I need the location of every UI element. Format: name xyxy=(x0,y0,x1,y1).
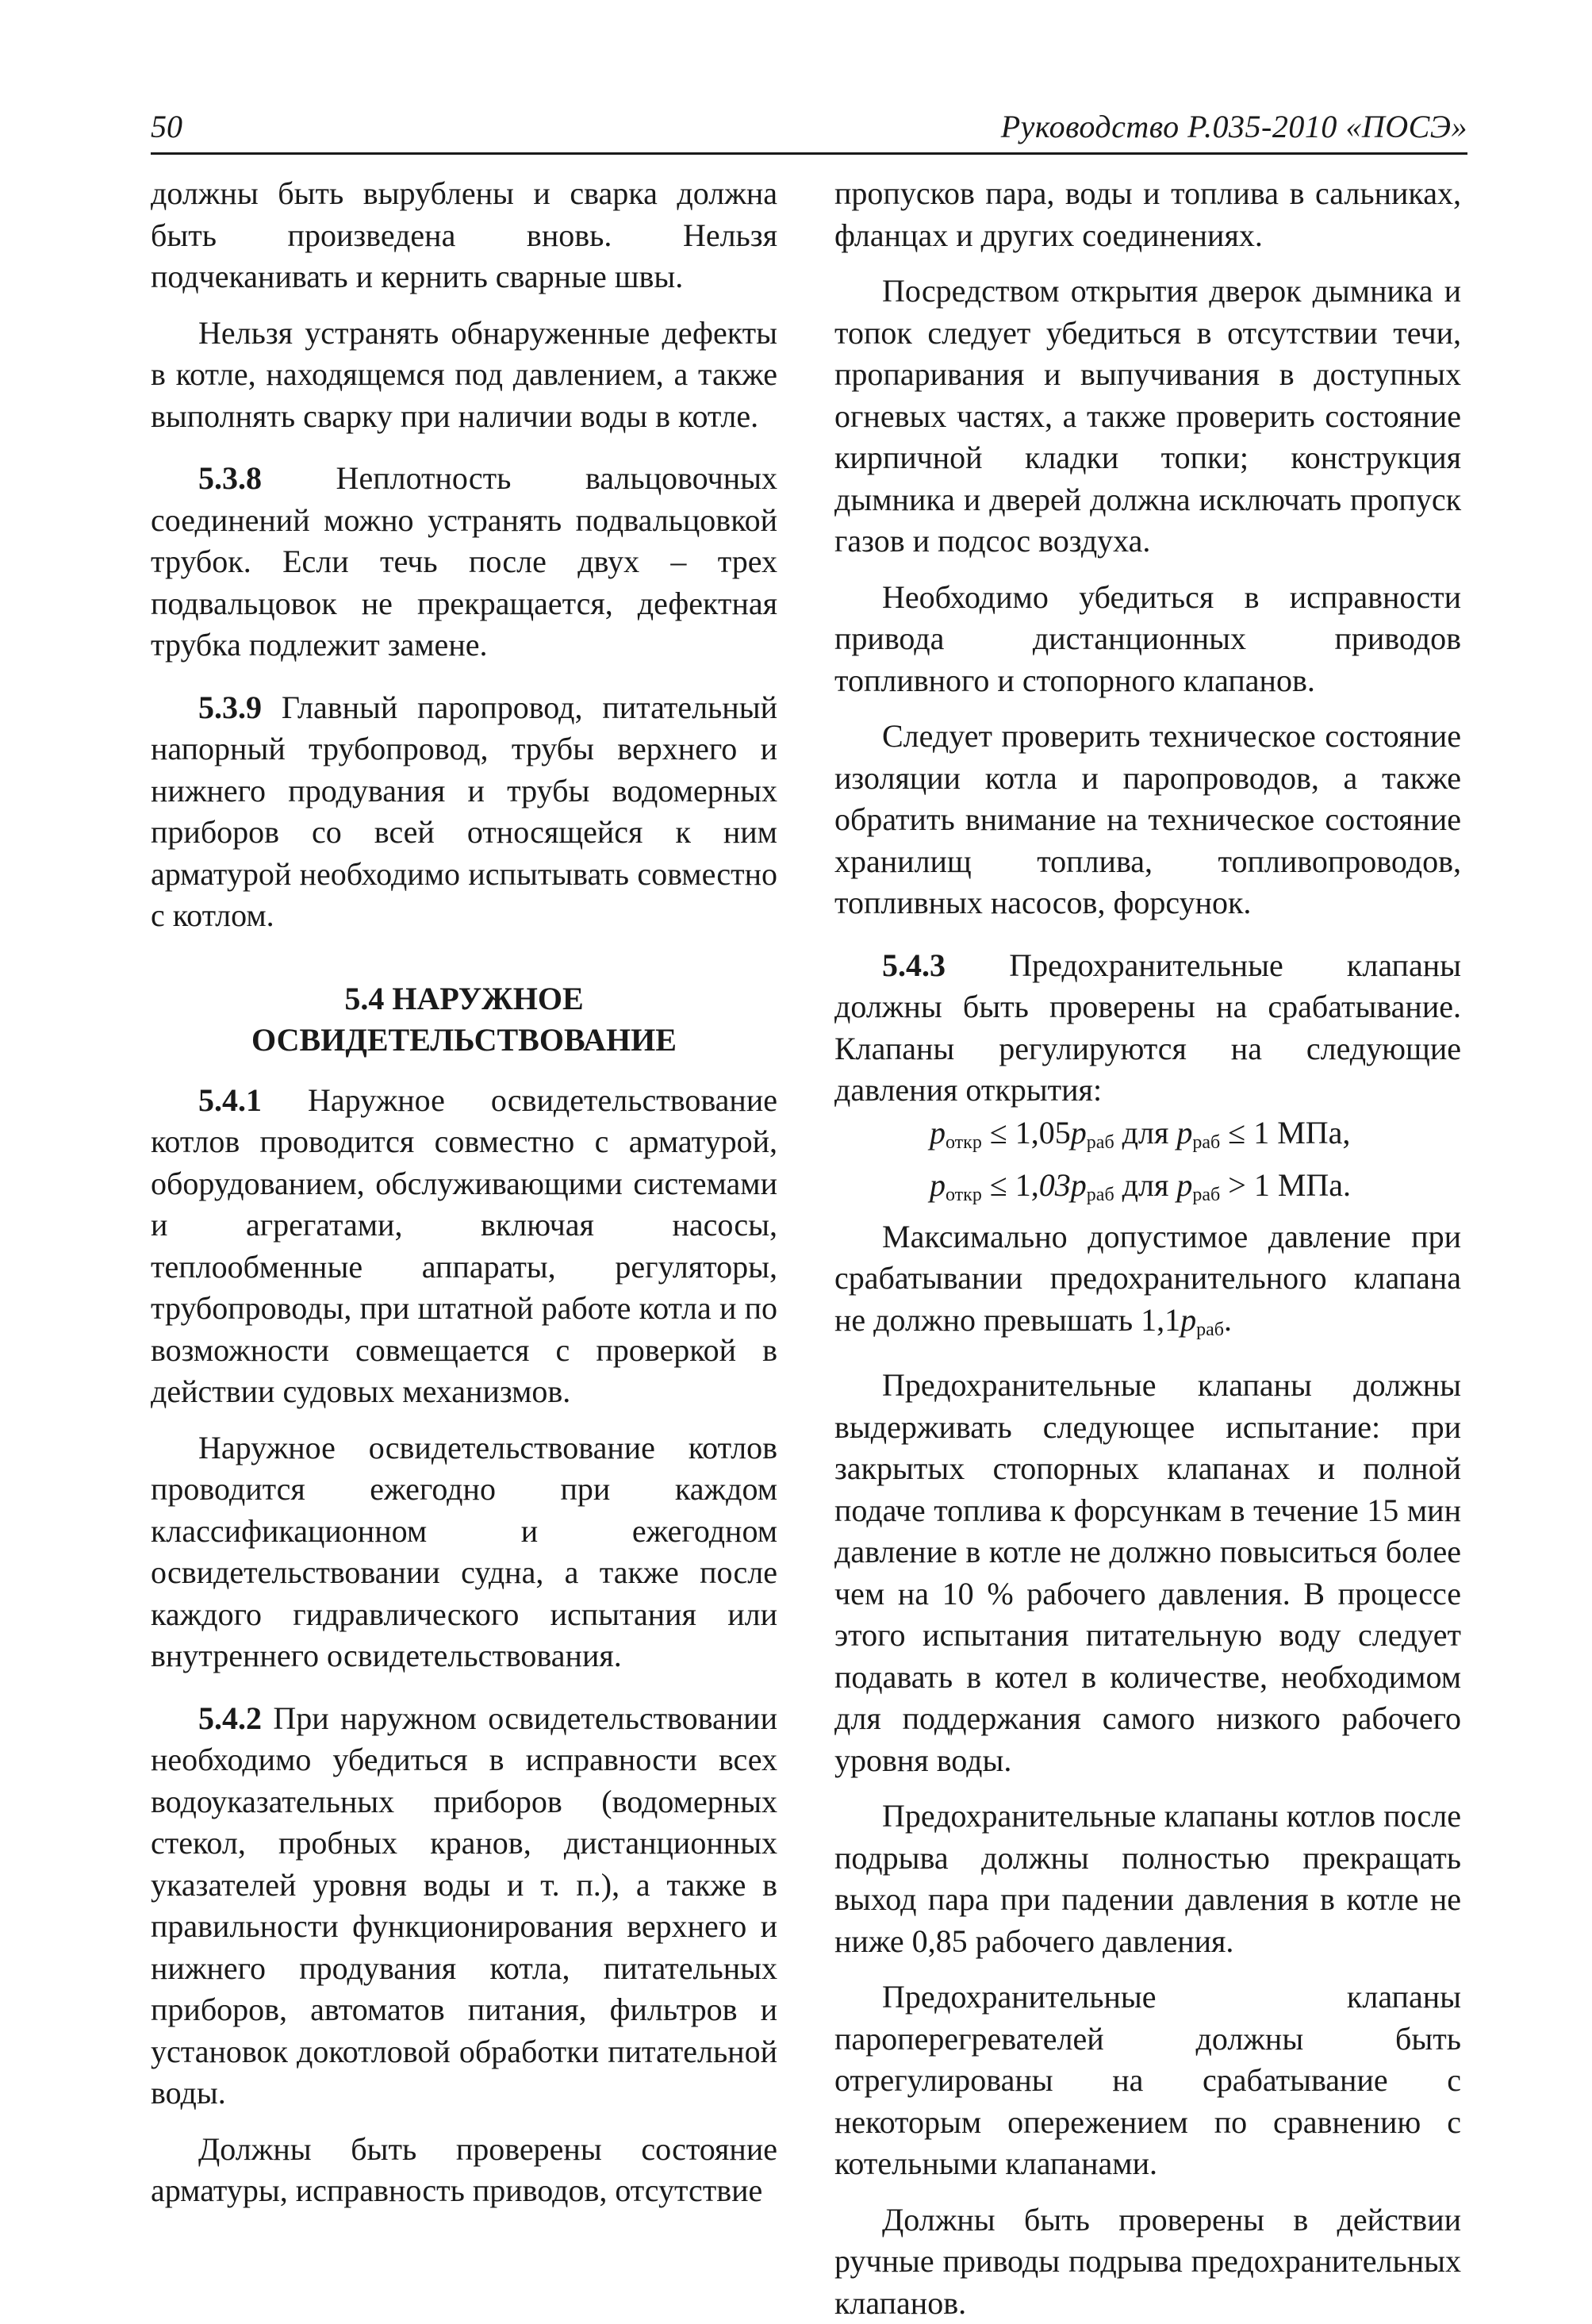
formula-subscript: откр xyxy=(946,1132,982,1153)
clause-number: 5.4.1 xyxy=(198,1082,262,1118)
formula-relation: ≤ 1,05 xyxy=(982,1115,1071,1150)
clause-number: 5.4.2 xyxy=(198,1700,262,1736)
clause-5-3-9 xyxy=(151,687,777,937)
paragraph-text: Максимально допустимое давление при срабатывании предохранительного клапана не должно превышать 1,1 xyxy=(834,1219,1461,1338)
formula-symbol: p xyxy=(1176,1167,1192,1203)
formula-condition-relation: ≤ 1 МПа, xyxy=(1220,1115,1350,1150)
formula-symbol: p xyxy=(1176,1115,1192,1150)
formula-condition: для xyxy=(1114,1115,1177,1150)
formula-pressure-high xyxy=(834,1164,1461,1216)
formula-subscript: раб xyxy=(1087,1132,1114,1153)
formula-symbol: p xyxy=(1071,1167,1087,1203)
page-header xyxy=(151,105,1467,155)
formula-symbol: p xyxy=(930,1167,946,1203)
running-title: Руководство Р.035-2010 «ПОСЭ» xyxy=(1001,109,1467,144)
formula-symbol: p xyxy=(1180,1302,1196,1338)
paragraph: Необходимо убедиться в исправности привода дистанционных приводов топливного и стопорного клапанов. xyxy=(834,577,1461,702)
right-column xyxy=(834,173,1461,2324)
paragraph-text-end: . xyxy=(1224,1302,1232,1338)
paragraph: Посредством открытия дверок дымника и топок следует убедиться в отсутствии течи, пропаривания и выпучивания в доступных огневых частях, а также проверить состояние кирпичной кладки топки; конструкция дымника и дверей должна исключать пропуск газов и подсос воздуха. xyxy=(834,271,1461,563)
paragraph: Нельзя устранять обнаруженные дефекты в котле, находящемся под давлением, а также выполнять сварку при наличии воды в котле. xyxy=(151,313,777,438)
formula-symbol: p xyxy=(1071,1115,1087,1150)
formula-condition-relation: > 1 МПа. xyxy=(1220,1167,1351,1203)
formula-subscript: раб xyxy=(1192,1185,1220,1205)
formula-condition: для xyxy=(1114,1167,1177,1203)
section-heading-line: ОСВИДЕТЕЛЬСТВОВАНИЕ xyxy=(151,1020,777,1061)
paragraph: Следует проверить техническое состояние изоляции котла и паропроводов, а также обратить внимание на техническое состояние хранилищ топлива, топливопроводов, топливных насосов, форсунок. xyxy=(834,716,1461,924)
clause-number: 5.3.9 xyxy=(198,690,262,725)
formula-symbol: p xyxy=(930,1115,946,1150)
clause-text: Наружное освидетельствование котлов проводится совместно с арматурой, оборудованием, обслуживающими системами и агрегатами, включая насосы, теплообменные аппараты, регуляторы, трубопроводы, при штатной работе котла и по возможности совмещается с проверкой в действии судовых механизмов. xyxy=(151,1082,777,1410)
paragraph-continued: пропусков пара, воды и топлива в сальниках, фланцах и других соединениях. xyxy=(834,173,1461,256)
clause-text: Главный паропровод, питательный напорный трубопровод, трубы верхнего и нижнего продувания и трубы водомерных приборов со всей относящейся к ним арматурой необходимо испытывать совместно с котлом. xyxy=(151,690,777,934)
formula-subscript: раб xyxy=(1196,1319,1224,1340)
paragraph: Должны быть проверены в действии ручные приводы подрыва предохранительных клапанов. xyxy=(834,2199,1461,2324)
clause-5-4-1 xyxy=(151,1080,777,1413)
clause-text: Предохранительные клапаны должны быть проверены на срабатывание. Клапаны регулируются на следующие давления открытия: xyxy=(834,947,1461,1108)
formula-relation: ≤ 1, xyxy=(982,1167,1039,1203)
formula-subscript: откр xyxy=(946,1185,982,1205)
paragraph: Предохранительные клапаны котлов после подрыва должны полностью прекращать выход пара при падении давления в котле не ниже 0,85 рабочего давления. xyxy=(834,1796,1461,1962)
formula-subscript: раб xyxy=(1192,1132,1220,1153)
clause-text: Неплотность вальцовочных соединений можно устранять подвальцовкой трубок. Если течь после двух – трех подвальцовок не прекращается, дефектная трубка подлежит замене. xyxy=(151,460,777,663)
page-number: 50 xyxy=(151,109,182,144)
section-heading xyxy=(151,978,777,1061)
clause-text: При наружном освидетельствовании необходимо убедиться в исправности всех водоуказательных приборов (водомерных стекол, пробных кранов, дистанционных указателей уровня воды и т. п.), а также в правильности функционирования верхнего и нижнего продувания котла, питательных приборов, автоматов питания, фильтров и установок докотловой обработки питательной воды. xyxy=(151,1700,777,2111)
paragraph xyxy=(834,1216,1461,1351)
section-heading-line: 5.4 НАРУЖНОЕ xyxy=(151,978,777,1020)
paragraph: Предохранительные клапаны пароперегревателей должны быть отрегулированы на срабатывание с некоторым опережением по сравнению с котельными клапанами. xyxy=(834,1976,1461,2185)
formula-pressure-low xyxy=(834,1112,1461,1164)
left-column xyxy=(151,173,777,2212)
clause-number: 5.4.3 xyxy=(882,947,946,983)
paragraph: Наружное освидетельствование котлов проводится ежегодно при каждом классификационном и ежегодном освидетельствовании судна, а также после каждого гидравлического испытания или внутреннего освидетельствования. xyxy=(151,1427,777,1677)
clause-5-4-3 xyxy=(834,945,1461,1112)
clause-5-3-8 xyxy=(151,458,777,666)
formula-coefficient: 03 xyxy=(1039,1167,1071,1203)
paragraph: Предохранительные клапаны должны выдерживать следующее испытание: при закрытых стопорных клапанах и полной подаче топлива к форсункам в течение 15 мин давление в котле не должно повыситься более чем на 10 % рабочего давления. В процессе этого испытания питательную воду следует подавать в котел в количестве, необходимом для поддержания самого низкого рабочего уровня воды. xyxy=(834,1365,1461,1781)
paragraph-continued: должны быть вырублены и сварка должна быть произведена вновь. Нельзя подчеканивать и кернить сварные швы. xyxy=(151,173,777,298)
clause-number: 5.3.8 xyxy=(198,460,262,496)
clause-5-4-2 xyxy=(151,1698,777,2115)
paragraph: Должны быть проверены состояние арматуры, исправность приводов, отсутствие xyxy=(151,2129,777,2212)
formula-subscript: раб xyxy=(1087,1185,1114,1205)
